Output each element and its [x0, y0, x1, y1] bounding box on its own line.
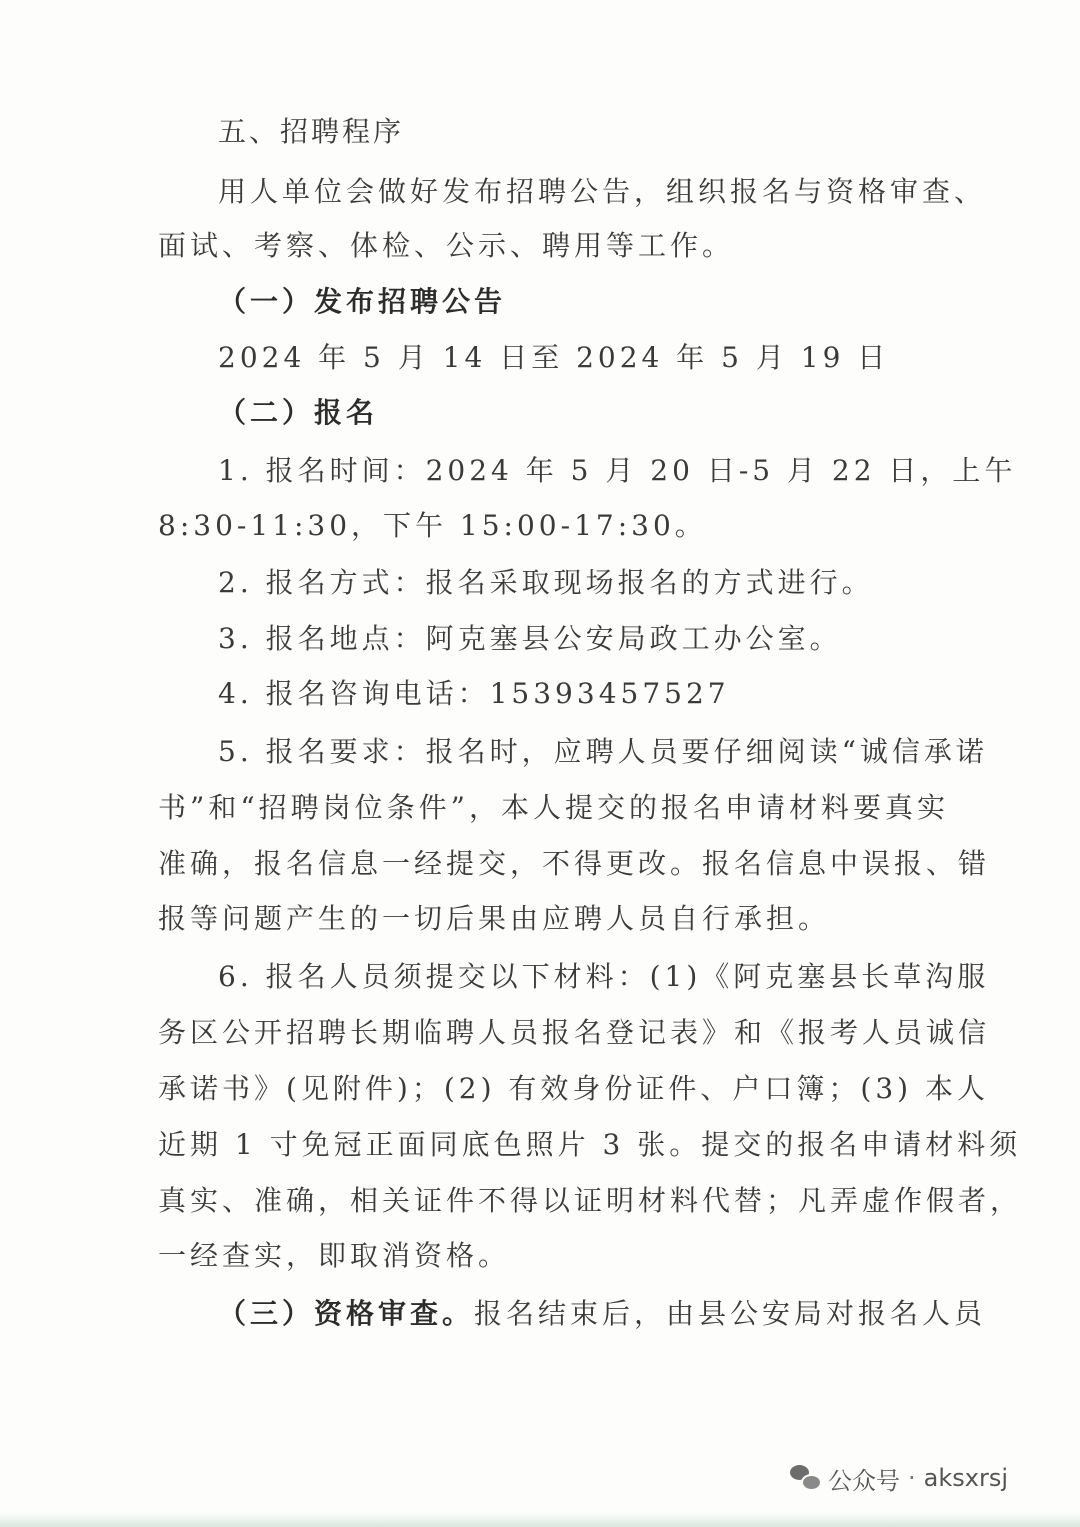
watermark-label: 公众号: [828, 1466, 900, 1495]
paragraph-line: 书”和“招聘岗位条件”，本人提交的报名申请材料要真实: [158, 791, 949, 824]
paragraph-line: 2. 报名方式：报名采取现场报名的方式进行。: [218, 566, 874, 599]
section-heading: 五、招聘程序: [218, 115, 405, 148]
paragraph-line: [218, 1286, 987, 1342]
paragraph-line: 准确，报名信息一经提交，不得更改。报名信息中误报、错: [158, 847, 991, 880]
paragraph-line: 报等问题产生的一切后果由应聘人员自行承担。: [158, 902, 831, 935]
paragraph-line: 4. 报名咨询电话：15393457527: [218, 677, 730, 710]
paragraph-line: 务区公开招聘长期临聘人员报名登记表》和《报考人员诚信: [158, 1016, 991, 1049]
watermark-account: aksxrsj: [923, 1464, 1008, 1492]
scan-edge: [0, 1513, 1080, 1527]
watermark-separator: ·: [908, 1464, 916, 1492]
paragraph-line: 近期 1 寸免冠正面同底色照片 3 张。提交的报名申请材料须: [158, 1128, 1022, 1161]
paragraph-line: 2024 年 5 月 14 日至 2024 年 5 月 19 日: [218, 341, 890, 374]
paragraph-line: 一经查实，即取消资格。: [158, 1239, 511, 1272]
paragraph-line: 面试、考察、体检、公示、聘用等工作。: [158, 229, 735, 262]
wechat-watermark: [790, 1456, 1008, 1500]
subsection-heading-1: （一）发布招聘公告: [218, 285, 507, 318]
paragraph-line: 6. 报名人员须提交以下材料：(1)《阿克塞县长草沟服: [218, 960, 990, 993]
paragraph-line: 真实、准确，相关证件不得以证明材料代替；凡弄虚作假者，: [158, 1184, 1023, 1217]
paragraph-line: 承诺书》(见附件)；(2) 有效身份证件、户口簿；(3) 本人: [158, 1072, 989, 1105]
subsection-heading-2: （二）报名: [218, 396, 379, 429]
subsection-heading-3: （三）资格审查。: [218, 1297, 475, 1330]
paragraph-line: 用人单位会做好发布招聘公告，组织报名与资格审查、: [218, 175, 987, 208]
paragraph-line: 1. 报名时间：2024 年 5 月 20 日-5 月 22 日，上午: [218, 454, 1017, 487]
paragraph-text: 报名结束后，由县公安局对报名人员: [474, 1297, 987, 1330]
paragraph-line: 8:30-11:30，下午 15:00-17:30。: [158, 509, 707, 542]
paragraph-line: 3. 报名地点：阿克塞县公安局政工办公室。: [218, 622, 842, 655]
paragraph-line: 5. 报名要求：报名时，应聘人员要仔细阅读“诚信承诺: [218, 735, 988, 768]
wechat-icon: [790, 1465, 820, 1491]
